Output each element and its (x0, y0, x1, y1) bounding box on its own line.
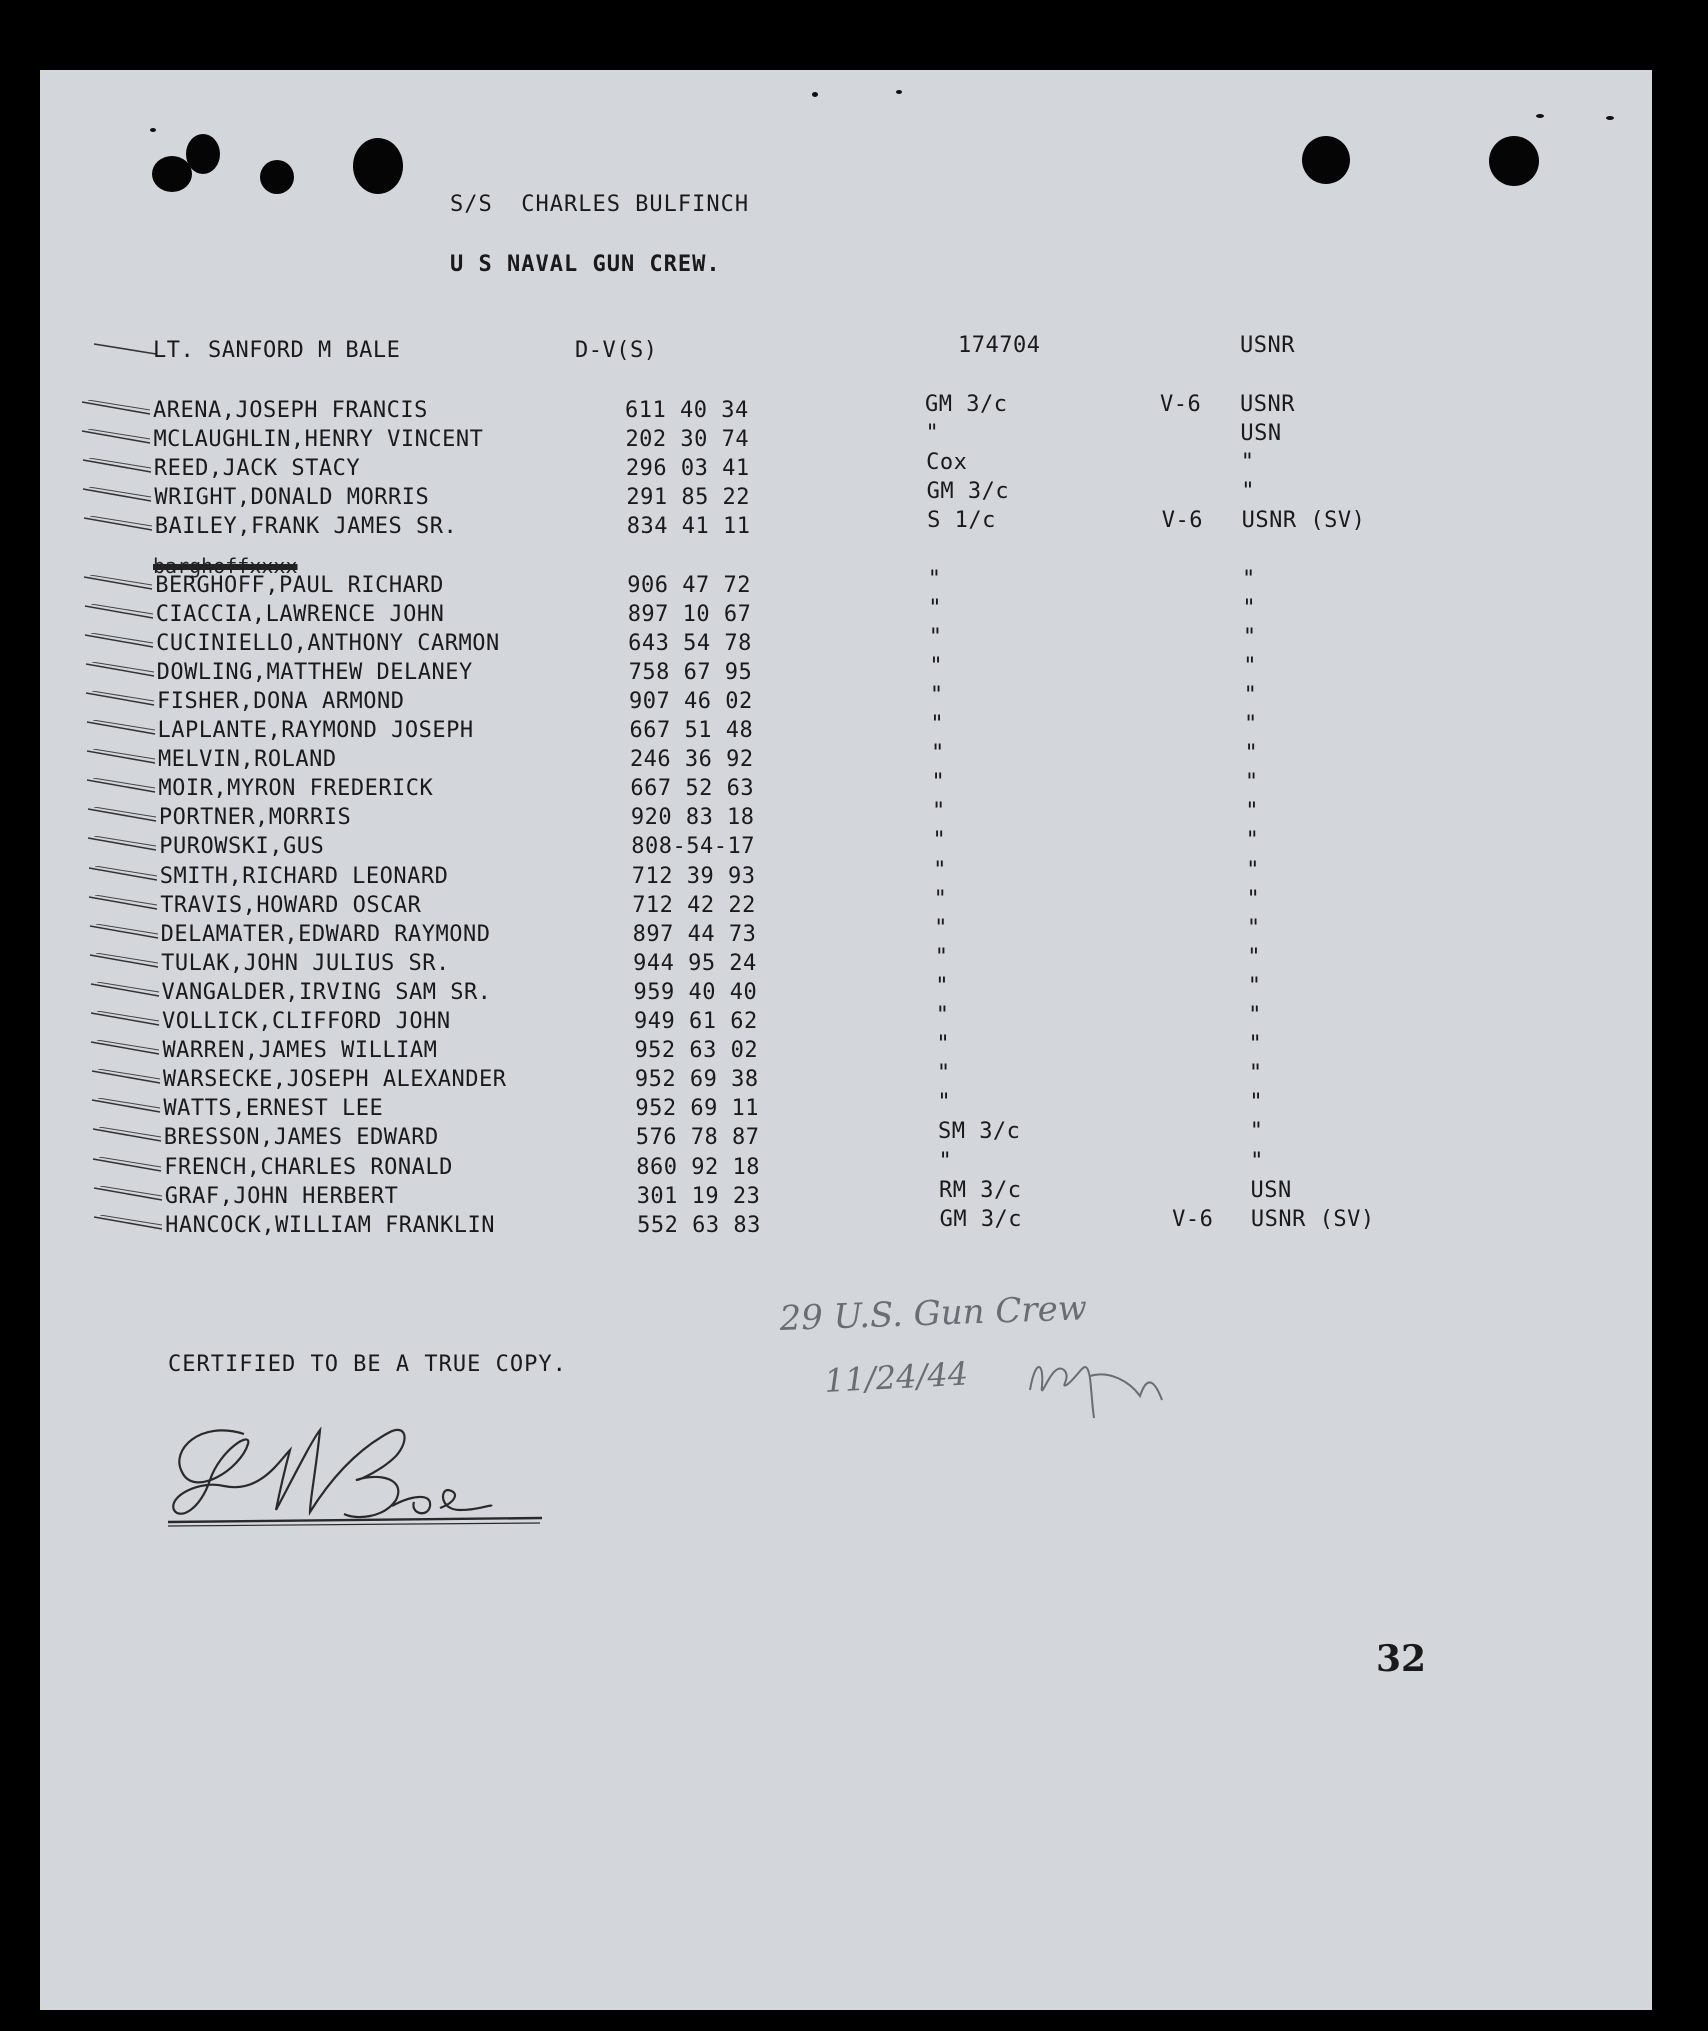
rate: " (936, 1061, 951, 1087)
rate: " (932, 828, 947, 854)
check-mark-icon (86, 807, 166, 829)
service-number: 920 83 18 (630, 805, 755, 831)
rate: " (929, 653, 944, 679)
service-number: 834 41 11 (626, 514, 751, 540)
crew-row (40, 712, 1640, 747)
crew-row (40, 624, 1640, 660)
officer-name: LT. SANFORD M BALE (153, 338, 401, 363)
document-page (40, 70, 1652, 2010)
check-mark-icon (85, 720, 165, 742)
check-mark-icon (88, 924, 168, 946)
officer-branch: USNR (1240, 333, 1295, 358)
branch: USN (1250, 1177, 1292, 1203)
check-mark-icon (88, 953, 168, 975)
service-number: 758 67 95 (628, 659, 753, 685)
crew-name: TULAK,JOHN JULIUS SR. (161, 950, 450, 976)
crew-name: VOLLICK,CLIFFORD JOHN (162, 1009, 451, 1034)
service-number: 944 95 24 (633, 950, 757, 976)
rate: GM 3/c (939, 1206, 1023, 1232)
rate: " (934, 915, 948, 941)
crew-name: VANGALDER,IRVING SAM SR. (161, 979, 492, 1005)
branch: " (1249, 1119, 1264, 1145)
check-mark-icon (80, 429, 160, 451)
rate: " (928, 595, 942, 621)
crew-row (40, 1003, 1640, 1038)
check-mark-icon (82, 575, 162, 597)
crew-name: BRESSON,JAMES EDWARD (163, 1125, 439, 1151)
rate: SM 3/c (937, 1119, 1021, 1145)
crew-name: GRAF,JOHN HERBERT (164, 1183, 399, 1209)
crew-row (40, 1032, 1640, 1067)
crew-name: WATTS,ERNEST LEE (163, 1096, 384, 1122)
rate: " (935, 973, 949, 999)
crew-name: BERGHOFF,PAUL RICHARD (155, 572, 444, 598)
service-number: 611 40 34 (625, 398, 749, 423)
crew-name: DELAMATER,EDWARD RAYMOND (160, 921, 491, 947)
ship-title: S/S CHARLES BULFINCH (450, 192, 750, 217)
crew-name: HANCOCK,WILLIAM FRANKLIN (165, 1212, 496, 1238)
punch-hole (353, 138, 403, 194)
crew-row (40, 508, 1640, 543)
check-mark-icon (81, 458, 161, 480)
service-number: 712 39 93 (631, 863, 756, 889)
svg-text:11/24/44: 11/24/44 (823, 1354, 969, 1400)
branch: " (1248, 1003, 1262, 1028)
crew-name: MCLAUGHLIN,HENRY VINCENT (153, 427, 484, 453)
service-number: 246 36 92 (629, 747, 754, 773)
rate: " (937, 1090, 952, 1116)
rate: " (930, 712, 945, 737)
check-mark-icon (81, 487, 161, 509)
rate: Cox (926, 450, 968, 476)
service-number: 202 30 74 (625, 427, 750, 453)
class: V-6 (1160, 392, 1202, 417)
crew-row (40, 828, 1640, 863)
check-mark-icon (82, 516, 162, 538)
crew-row (40, 653, 1640, 689)
class: V-6 (1161, 508, 1204, 534)
check-mark-icon (84, 662, 164, 684)
service-number: 906 47 72 (627, 572, 751, 598)
branch: USNR (SV) (1250, 1206, 1375, 1232)
branch: USNR (1240, 392, 1295, 417)
punch-hole (186, 134, 220, 174)
service-number: 576 78 87 (635, 1125, 760, 1151)
crew-name: BAILEY,FRANK JAMES SR. (154, 514, 458, 540)
page-number: 32 (1376, 1638, 1427, 1680)
rate: " (933, 886, 948, 912)
crew-name: FISHER,DONA ARMOND (157, 688, 405, 714)
service-number: 552 63 83 (637, 1212, 761, 1238)
punch-hole (1302, 136, 1350, 184)
check-mark-icon (92, 1186, 172, 1208)
crew-name: WARREN,JAMES WILLIAM (162, 1038, 438, 1064)
rate: " (934, 944, 949, 970)
crew-name: WRIGHT,DONALD MORRIS (154, 485, 430, 511)
crew-row (40, 421, 1640, 456)
branch: " (1243, 653, 1257, 679)
crew-name: PUROWSKI,GUS (159, 834, 325, 860)
crew-row (40, 682, 1640, 718)
certification-text: CERTIFIED TO BE A TRUE COPY. (168, 1352, 567, 1377)
crew-row (40, 450, 1640, 485)
service-number: 291 85 22 (626, 485, 751, 511)
ink-speck (812, 92, 818, 97)
crew-row (40, 799, 1640, 834)
crew-row (40, 1061, 1640, 1096)
branch: " (1247, 944, 1262, 970)
crew-name: LAPLANTE,RAYMOND JOSEPH (157, 718, 474, 743)
check-mark-icon (90, 1069, 170, 1091)
crew-row (40, 741, 1640, 776)
ink-speck (1536, 114, 1544, 118)
punch-hole (260, 160, 294, 194)
service-number: 897 10 67 (627, 601, 752, 627)
rate: " (930, 741, 945, 767)
crew-row (40, 1148, 1640, 1184)
service-number: 667 52 63 (630, 776, 755, 802)
rate: S 1/c (927, 508, 996, 534)
rate: " (929, 682, 944, 708)
branch: " (1245, 828, 1260, 854)
crew-name: SMITH,RICHARD LEONARD (159, 863, 449, 889)
punch-hole (1489, 136, 1539, 186)
branch: " (1243, 682, 1258, 708)
branch: " (1242, 624, 1257, 650)
rate: " (927, 566, 942, 592)
branch: " (1250, 1148, 1264, 1174)
service-number: 897 44 73 (632, 921, 757, 947)
crew-name: DOWLING,MATTHEW DELANEY (156, 659, 473, 685)
ink-speck (896, 90, 902, 94)
crew-row (40, 944, 1640, 980)
service-number: 808-54-17 (631, 834, 756, 860)
rate: RM 3/c (939, 1177, 1022, 1203)
handwritten-note (730, 1280, 1250, 1450)
crew-name: FRENCH,CHARLES RONALD (164, 1154, 453, 1180)
crossed-out-entry: barghoffxxxx (153, 554, 298, 578)
check-mark-icon (84, 691, 164, 713)
check-mark-icon (92, 340, 162, 360)
service-number: 907 46 02 (629, 688, 753, 714)
branch: " (1244, 712, 1258, 737)
crew-row (40, 595, 1640, 631)
signature (160, 1410, 580, 1550)
service-number: 301 19 23 (636, 1183, 761, 1209)
crew-name: PORTNER,MORRIS (158, 805, 352, 831)
crew-name: REED,JACK STACY (153, 456, 361, 482)
check-mark-icon (86, 836, 166, 858)
service-number: 860 92 18 (636, 1154, 760, 1180)
branch: " (1245, 799, 1259, 825)
branch: USNR (SV) (1241, 508, 1366, 534)
service-number: 667 51 48 (629, 718, 754, 743)
branch: " (1244, 741, 1259, 767)
officer-row (40, 333, 1640, 367)
crew-name: ARENA,JOSEPH FRANCIS (153, 398, 428, 423)
rate: " (931, 770, 946, 796)
crew-row (40, 1177, 1640, 1213)
crew-name: TRAVIS,HOWARD OSCAR (160, 892, 422, 918)
punch-hole (152, 156, 192, 192)
service-number: 952 69 11 (635, 1096, 760, 1122)
crew-title: U S NAVAL GUN CREW. (450, 252, 721, 277)
branch: " (1246, 915, 1261, 941)
service-number: 949 61 62 (634, 1009, 758, 1034)
branch: " (1242, 595, 1257, 621)
check-mark-icon (83, 604, 163, 626)
rate: " (932, 799, 946, 825)
crew-row (40, 1090, 1640, 1125)
branch: " (1246, 857, 1260, 883)
rate: GM 3/c (926, 479, 1010, 505)
service-number: 296 03 41 (625, 456, 750, 482)
branch: USN (1240, 421, 1282, 447)
rate: " (928, 624, 943, 650)
crew-name: MELVIN,ROLAND (157, 747, 337, 773)
service-number: 952 69 38 (634, 1067, 759, 1093)
crew-row (40, 392, 1640, 427)
rate: GM 3/c (925, 392, 1008, 417)
service-number: 959 40 40 (633, 979, 758, 1005)
branch: " (1247, 973, 1262, 999)
rate: " (925, 421, 940, 447)
check-mark-icon (89, 982, 169, 1004)
check-mark-icon (80, 400, 160, 422)
check-mark-icon (87, 895, 167, 917)
rate: " (933, 857, 947, 883)
branch: " (1241, 479, 1255, 505)
crew-row (40, 1206, 1640, 1242)
branch: " (1248, 1061, 1263, 1087)
rate: " (936, 1032, 951, 1058)
officer-rank: D-V(S) (575, 338, 658, 363)
check-mark-icon (92, 1215, 172, 1237)
service-number: 643 54 78 (628, 630, 752, 656)
service-number: 712 42 22 (632, 892, 756, 918)
crew-name: CUCINIELLO,ANTHONY CARMON (156, 630, 500, 656)
branch: " (1242, 566, 1256, 592)
ink-speck (1606, 116, 1614, 120)
crew-name: MOIR,MYRON FREDERICK (158, 776, 434, 802)
crew-row (40, 479, 1640, 514)
check-mark-icon (90, 1098, 170, 1120)
branch: " (1240, 450, 1255, 476)
check-mark-icon (83, 633, 163, 655)
branch: " (1244, 770, 1259, 796)
check-mark-icon (85, 778, 165, 800)
check-mark-icon (91, 1157, 171, 1179)
service-number: 952 63 02 (634, 1038, 759, 1064)
crew-row (40, 973, 1640, 1009)
crew-name: CIACCIA,LAWRENCE JOHN (155, 601, 445, 627)
officer-service-number: 174704 (958, 333, 1041, 358)
crew-name: WARSECKE,JOSEPH ALEXANDER (162, 1067, 507, 1093)
crew-row (40, 1119, 1640, 1154)
svg-text:29 U.S. Gun Crew: 29 U.S. Gun Crew (778, 1288, 1088, 1339)
rate: " (938, 1148, 953, 1174)
crew-row (40, 770, 1640, 805)
rate: " (935, 1003, 950, 1028)
branch: " (1249, 1090, 1264, 1116)
ink-speck (150, 128, 156, 132)
crew-row (40, 915, 1640, 951)
check-mark-icon (89, 1040, 169, 1062)
check-mark-icon (89, 1011, 169, 1033)
branch: " (1246, 886, 1261, 912)
check-mark-icon (87, 866, 167, 888)
check-mark-icon (85, 749, 165, 771)
branch: " (1248, 1032, 1263, 1058)
crew-row (40, 857, 1640, 893)
check-mark-icon (91, 1127, 171, 1149)
crew-row (40, 886, 1640, 922)
class: V-6 (1172, 1206, 1214, 1232)
